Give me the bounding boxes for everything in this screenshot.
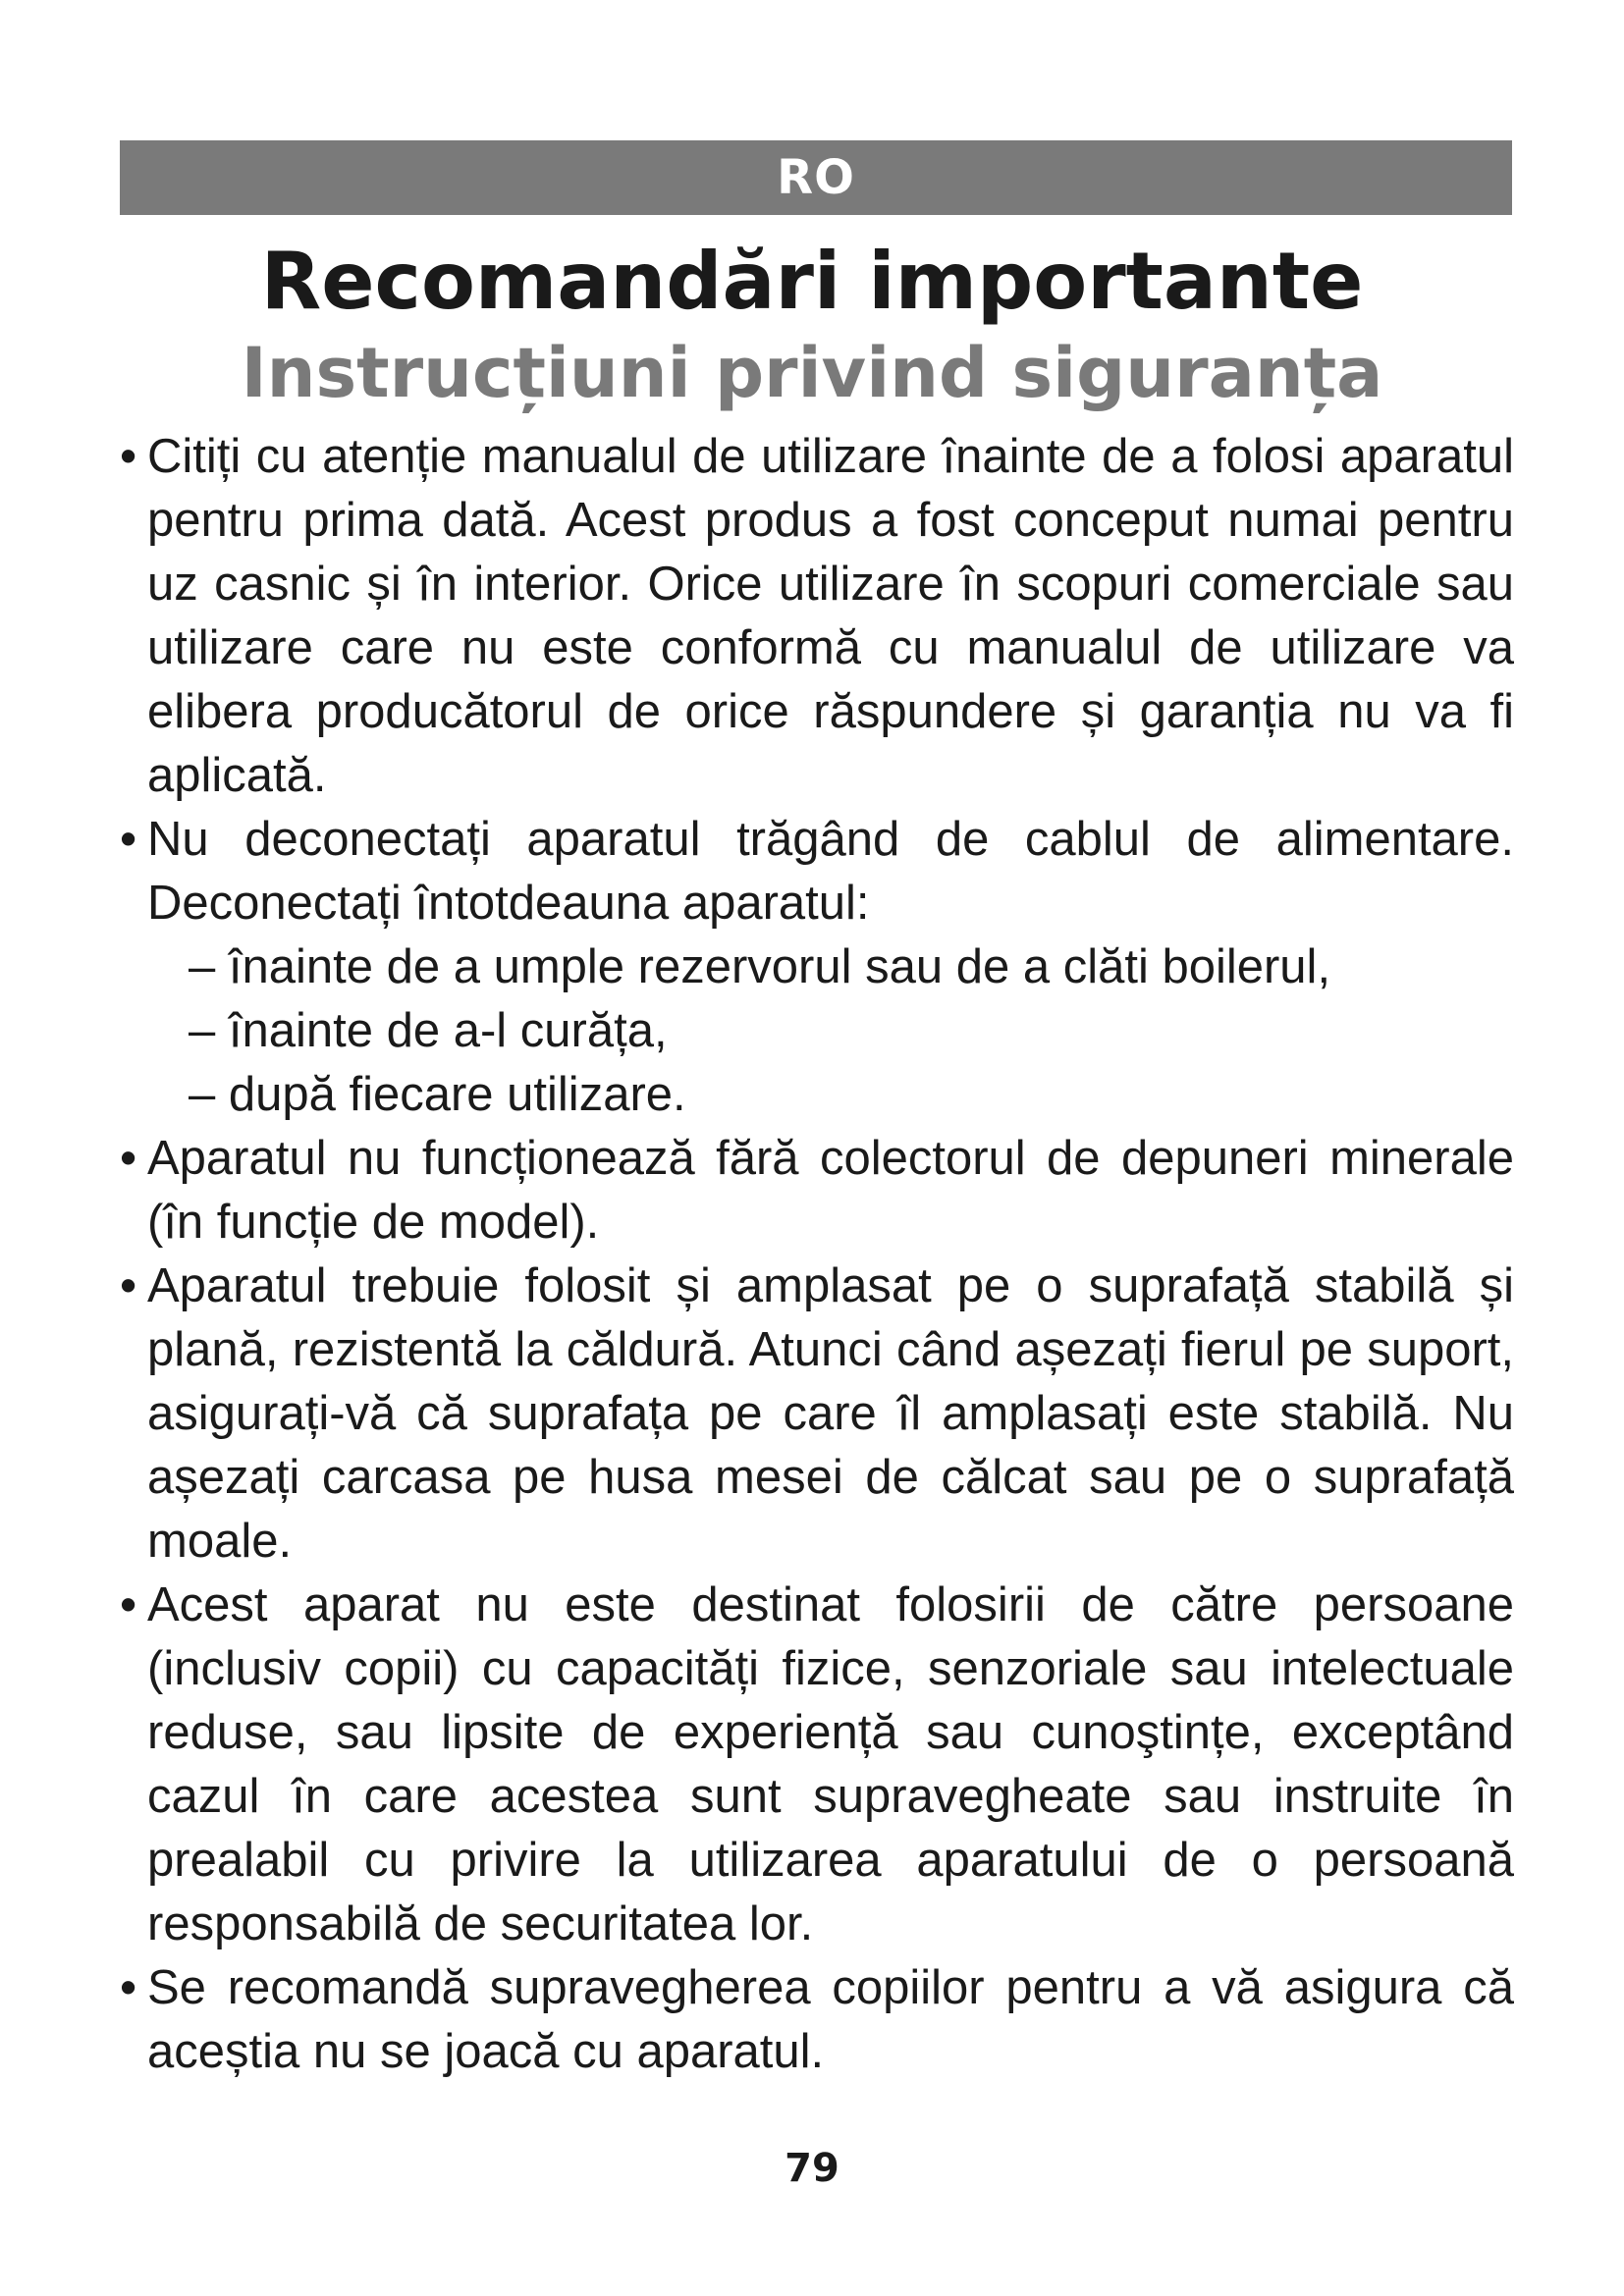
bullet-dot: • (120, 1578, 137, 1631)
unplug-conditions-list (120, 935, 1514, 1127)
page-subtitle: Instrucțiuni privind siguranța (241, 333, 1383, 413)
bullet-item (120, 1956, 1514, 2084)
language-bar (120, 140, 1512, 215)
bullet-text: Aparatul nu funcționează fără colectorul de depuneri minerale (în funcție de model). (147, 1132, 1514, 1249)
bullet-item (120, 425, 1514, 808)
bullet-text: Se recomandă supravegherea copiilor pentru a vă asigura că aceștia nu se joacă cu aparatul. (147, 1961, 1514, 2078)
page-title: Recomandări importante (260, 236, 1364, 327)
bullet-dot: • (120, 1132, 137, 1185)
bullet-item (120, 1574, 1514, 1956)
bullet-text: Acest aparat nu este destinat folosirii de către persoane (inclusiv copii) cu capacități fizice, senzoriale sau intelectuale reduse, sau lipsite de experiență sau cunoştințe, exceptând cazul în care acestea sunt supravegheate sau instruite în prealabil cu privire la utilizarea aparatului de o persoană responsabilă de securitatea lor. (147, 1578, 1514, 1950)
bullet-item (120, 808, 1514, 935)
safety-instructions (120, 425, 1514, 2084)
page-number: 79 (785, 2146, 839, 2191)
language-code: RO (777, 150, 855, 205)
bullet-dot: • (120, 430, 137, 483)
dash-item: – înainte de a-l curăța, (189, 1004, 668, 1057)
bullet-dot: • (120, 813, 137, 866)
bullet-item (120, 1255, 1514, 1574)
bullet-text: Nu deconectați aparatul trăgând de cablul de alimentare. Deconectați întotdeauna aparatul: (147, 813, 1514, 930)
bullet-dot: • (120, 1961, 137, 2014)
bullet-item (120, 1127, 1514, 1255)
dash-item: – după fiecare utilizare. (189, 1068, 686, 1121)
bullet-text: Citiți cu atenție manualul de utilizare înainte de a folosi aparatul pentru prima dată. Acest produs a fost conceput numai pentru uz casnic și în interior. Orice utilizare în scopuri comerciale sau utilizare care nu este conformă cu manualul de utilizare va elibera producătorul de orice răspundere și garanția nu va fi aplicată. (147, 430, 1514, 802)
bullet-dot: • (120, 1259, 137, 1312)
bullet-text: Aparatul trebuie folosit și amplasat pe o suprafață stabilă și plană, rezistentă la căldură. Atunci când așezați fierul pe suport, asigurați-vă că suprafața pe care îl amplasați este stabilă. Nu așezați carcasa pe husa mesei de călcat sau pe o suprafață moale. (147, 1259, 1514, 1568)
dash-item: – înainte de a umple rezervorul sau de a clăti boilerul, (189, 940, 1331, 993)
